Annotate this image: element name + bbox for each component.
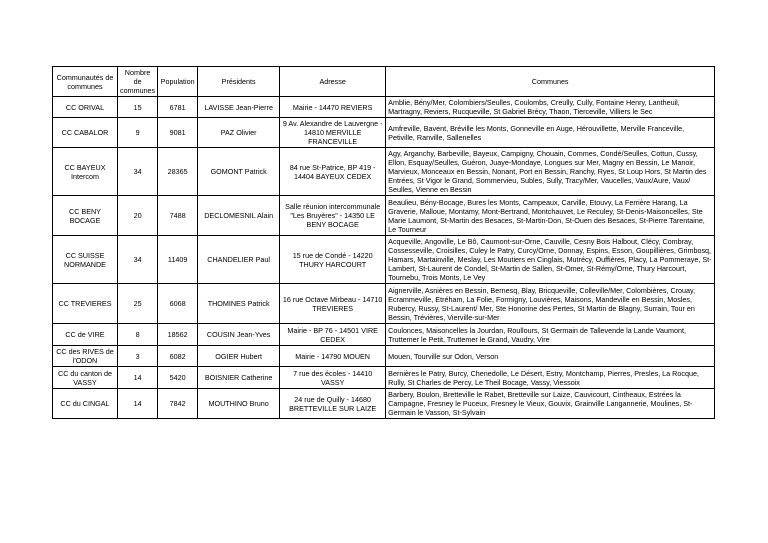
cell-adresse: 84 rue St-Patrice, BP 419 - 14404 BAYEUX CEDEX: [280, 148, 386, 196]
cell-communes: Mouen, Tourville sur Odon, Verson: [386, 346, 715, 367]
cell-nombre: 9: [118, 118, 158, 148]
cell-adresse: Mairie - BP 76 - 14501 VIRE CEDEX: [280, 324, 386, 346]
table-row: [53, 97, 715, 118]
cell-communes: Barbery, Boulon, Bretteville le Rabet, Bretteville sur Laize, Cauvicourt, Cintheaux, Estrées la Campagne, Fresney le Puceux, Fresney le Vieux, Gouvix, Grainville Langannerie, Moulines, St-Germain le Vasson, St-Sylvain: [386, 389, 715, 419]
header-population: Population: [158, 67, 198, 97]
table-row: [53, 148, 715, 196]
cell-president: CHANDELIER Paul: [198, 236, 280, 284]
cell-population: 6082: [158, 346, 198, 367]
cell-population: 7842: [158, 389, 198, 419]
header-adresse: Adresse: [280, 67, 386, 97]
cell-population: 9081: [158, 118, 198, 148]
cell-nombre: 34: [118, 236, 158, 284]
cell-population: 11409: [158, 236, 198, 284]
cell-adresse: Salle réunion intercommunale "Les Bruyères" - 14350 LE BENY BOCAGE: [280, 196, 386, 236]
cell-communaute: CC BAYEUX Intercom: [53, 148, 118, 196]
header-presidents: Présidents: [198, 67, 280, 97]
table-row: [53, 118, 715, 148]
cell-communaute: CC des RIVES de l'ODON: [53, 346, 118, 367]
cell-nombre: 8: [118, 324, 158, 346]
cell-president: MOUTHINO Bruno: [198, 389, 280, 419]
cell-communes: Agy, Arganchy, Barbeville, Bayeux, Campigny, Chouain, Commes, Condé/Seulles, Cottun, Cussy, Ellon, Esquay/Seulles, Guéron, Juaye-Mondaye, Longues sur Mer, Magny en Bessin, Le Manoir, Marvieux, Monceaux en Bessin, Nonant, Port en Bessin, Ranchy, Ryes, St Loup Hors, St Martin des Entrées, St Vigor le Grand, Sommervieu, Subles, Sully, Tracy/Mer, Vaucelles, Vaux/Aure, Vaux/ Seulles, Vienne en Bessin: [386, 148, 715, 196]
table-row: [53, 284, 715, 324]
cell-communes: Coulonces, Maisoncelles la Jourdan, Roullours, St Germain de Tallevende la Lande Vaumont, Truttemer le Petit, Truttemer le Grand, Vaudry, Vire: [386, 324, 715, 346]
cell-adresse: 16 rue Octave Mirbeau - 14710 TREVIERES: [280, 284, 386, 324]
cell-communaute: CC SUISSE NORMANDE: [53, 236, 118, 284]
cell-nombre: 3: [118, 346, 158, 367]
cell-population: 18562: [158, 324, 198, 346]
cell-nombre: 14: [118, 389, 158, 419]
cell-adresse: 7 rue des écoles - 14410 VASSY: [280, 367, 386, 389]
cell-nombre: 14: [118, 367, 158, 389]
cell-adresse: Mairie - 14470 REVIERS: [280, 97, 386, 118]
header-communautes: Communautés de communes: [53, 67, 118, 97]
cell-adresse: 24 rue de Quilly - 14680 BRETTEVILLE SUR LAIZE: [280, 389, 386, 419]
cell-president: COUSIN Jean-Yves: [198, 324, 280, 346]
cell-communes: Bernières le Patry, Burcy, Chenedolle, Le Désert, Estry, Montchamp, Pierres, Presles, La Rocque, Rully, St Charles de Percy, Le Theil Bocage, Vassy, Viessoix: [386, 367, 715, 389]
cell-president: LAVISSE Jean-Pierre: [198, 97, 280, 118]
cell-adresse: 9 Av. Alexandre de Lauvergne - 14810 MERVILLE FRANCEVILLE: [280, 118, 386, 148]
header-row: [53, 67, 715, 97]
header-communes: Communes: [386, 67, 715, 97]
cell-adresse: Mairie - 14790 MOUEN: [280, 346, 386, 367]
cell-population: 7488: [158, 196, 198, 236]
cell-communes: Acqueville, Angoville, Le Bô, Caumont-sur-Orne, Cauville, Cesny Bois Halbout, Clécy, Combray, Cossesseville, Croisilles, Culey le Patry, Curcy/Orne, Donnay, Espins, Esson, Goupillières, Grimbosq, Hamars, Martainville, Meslay, Les Moutiers en Cinglais, Mutrécy, Ouffières, Placy, La Pommeraye, St-Lambert, St-Laurent de Condel, St-Martin de Sallen, St-Omer, St-Rémy/Orne, Thury Harcourt, Tournebu, Trois Monts, Le Vey: [386, 236, 715, 284]
cell-nombre: 20: [118, 196, 158, 236]
table-row: [53, 236, 715, 284]
communautes-table: [52, 66, 715, 419]
cell-population: 6781: [158, 97, 198, 118]
cell-population: 6068: [158, 284, 198, 324]
cell-adresse: 15 rue de Condé - 14220 THURY HARCOURT: [280, 236, 386, 284]
cell-president: BOISNIER Catherine: [198, 367, 280, 389]
cell-communes: Aignerville, Asnières en Bessin, Bernesq, Blay, Bricqueville, Colleville/Mer, Colombières, Crouay, Ecrammeville, Etréham, La Folie, Formigny, Louvières, Maisons, Mandeville en Bessin, Mosles, Rubercy, Russy, St-Laurent/ Mer, Ste Honorine des Pertes, St Martin de Blagny, Surrain, Tour en Bessin, Trévières, Vierville-sur-Mer: [386, 284, 715, 324]
cell-president: DECLOMESNIL Alain: [198, 196, 280, 236]
table-row: [53, 389, 715, 419]
table-row: [53, 324, 715, 346]
cell-communaute: CC du CINGAL: [53, 389, 118, 419]
cell-nombre: 15: [118, 97, 158, 118]
cell-communes: Amfreville, Bavent, Bréville les Monts, Gonneville en Auge, Hérouvillette, Merville Franceville, Petiville, Ranville, Sallenelles: [386, 118, 715, 148]
cell-president: OGIER Hubert: [198, 346, 280, 367]
cell-population: 28365: [158, 148, 198, 196]
cell-population: 5420: [158, 367, 198, 389]
cell-communes: Beaulieu, Bény-Bocage, Bures les Monts, Campeaux, Carville, Etouvy, La Ferrière Harang, La Graverie, Malloue, Montamy, Mont-Bertrand, Montchauvet, Le Reculey, St-Denis-Maisoncelles, Ste Marie Laumont, St-Martin des Besaces, St-Martin-Don, St-Ouen des Besaces, St-Pierre Tarentaine, Le Tourneur: [386, 196, 715, 236]
cell-communaute: CC BENY BOCAGE: [53, 196, 118, 236]
cell-nombre: 34: [118, 148, 158, 196]
table-row: [53, 196, 715, 236]
cell-nombre: 25: [118, 284, 158, 324]
cell-communaute: CC TREVIERES: [53, 284, 118, 324]
header-nombre: Nombre de communes: [118, 67, 158, 97]
cell-communes: Amblie, Bény/Mer, Colombiers/Seulles, Coulombs, Creully, Cully, Fontaine Henry, Lantheuil, Martragny, Reviers, Rucqueville, St Gabriel Brécy, Thaon, Tierceville, Villiers le Sec: [386, 97, 715, 118]
cell-communaute: CC du canton de VASSY: [53, 367, 118, 389]
cell-president: PAZ Olivier: [198, 118, 280, 148]
cell-communaute: CC de VIRE: [53, 324, 118, 346]
table-row: [53, 367, 715, 389]
cell-communaute: CC ORIVAL: [53, 97, 118, 118]
table-row: [53, 346, 715, 367]
cell-communaute: CC CABALOR: [53, 118, 118, 148]
cell-president: THOMINES Patrick: [198, 284, 280, 324]
cell-president: GOMONT Patrick: [198, 148, 280, 196]
